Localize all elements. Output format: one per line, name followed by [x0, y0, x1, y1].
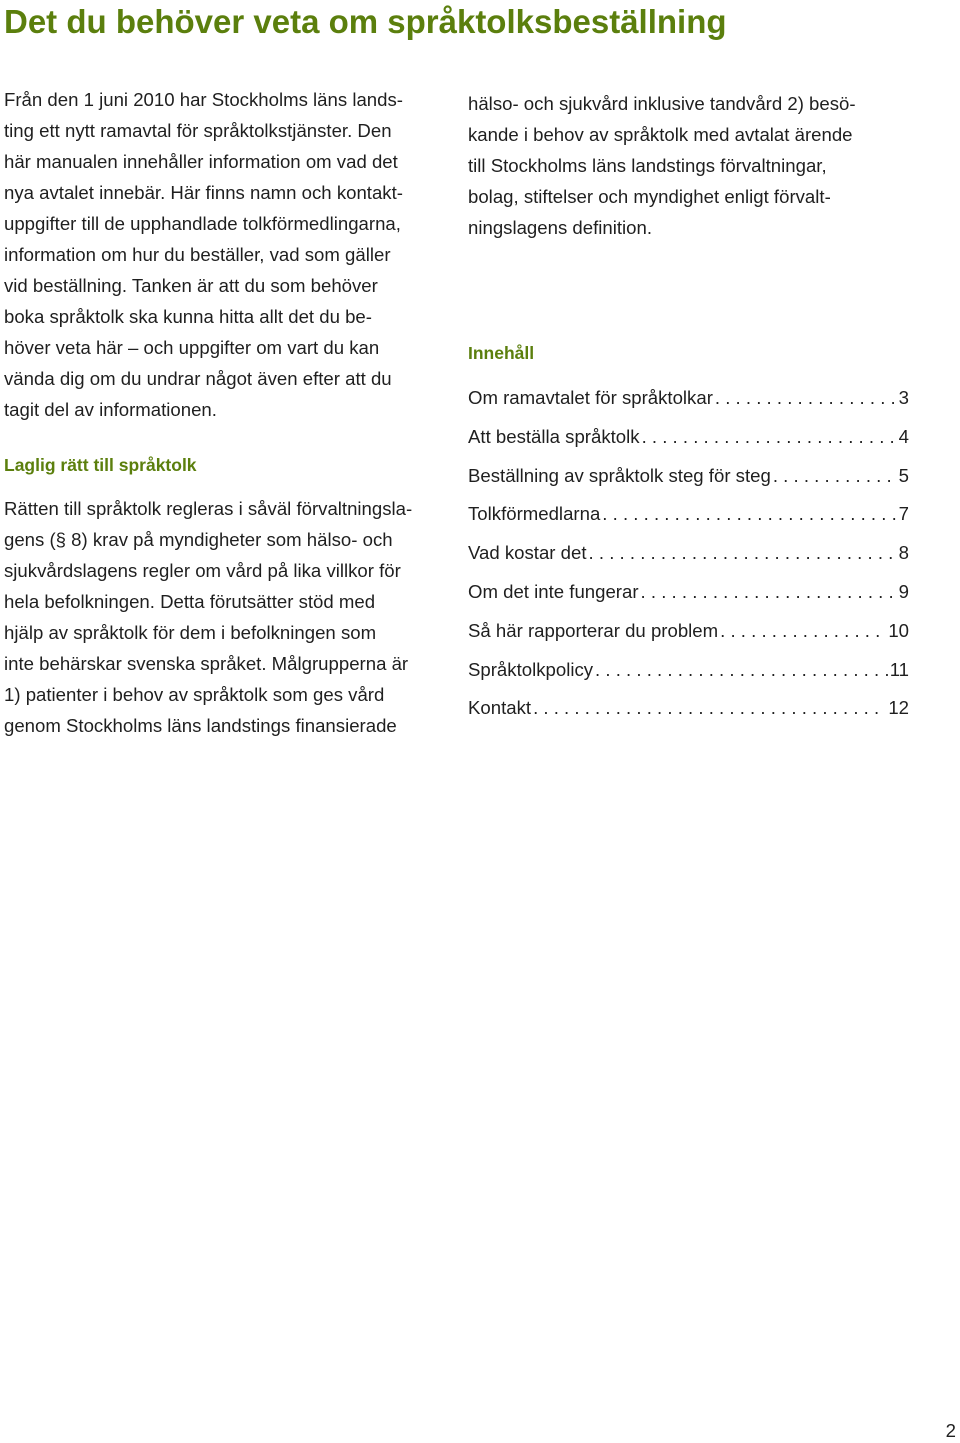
toc-entry-page: 12	[888, 697, 909, 719]
left-column	[4, 84, 450, 741]
spacer	[468, 369, 918, 379]
text-line: bolag, stiftelser och myndighet enligt förvalt-	[468, 186, 831, 207]
toc-entry-label: Så här rapporterar du problem	[468, 619, 719, 641]
text-line: ningslagens definition.	[468, 217, 653, 238]
text-line: nya avtalet innebär. Här finns namn och kontakt-	[4, 182, 403, 203]
text-line: 1) patienter i behov av språktolk som ges vård	[4, 684, 385, 705]
text-line: inte behärskar svenska språket. Målgrupperna är	[4, 653, 409, 674]
toc-entry-label: Språktolkpolicy	[468, 658, 594, 680]
toc-leader-dots	[533, 689, 886, 728]
toc-leader-dots	[642, 418, 897, 457]
text-line: tagit del av informationen.	[4, 399, 217, 420]
continued-paragraph	[468, 88, 918, 243]
text-line: kande i behov av språktolk med avtalat ärende	[468, 124, 853, 145]
page-number: 2	[945, 1420, 956, 1441]
toc-entry[interactable]	[468, 689, 909, 728]
toc-entry-page: 11	[889, 658, 909, 680]
text-line: hälso- och sjukvård inklusive tandvård 2) besö-	[468, 93, 856, 114]
toc-entry-page: 10	[888, 619, 909, 641]
toc-leader-dots	[595, 651, 888, 690]
text-line: höver veta här – och uppgifter om vart du kan	[4, 337, 380, 358]
text-line: hela befolkningen. Detta förutsätter stöd med	[4, 591, 376, 612]
text-line: Rätten till språktolk regleras i såväl förvaltningsla-	[4, 498, 413, 519]
toc-entry-label: Tolkförmedlarna	[468, 503, 601, 525]
toc-leader-dots	[602, 495, 896, 534]
spacer	[4, 425, 450, 450]
text-line: hjälp av språktolk för dem i befolkningen som	[4, 622, 377, 643]
toc-entry-label: Kontakt	[468, 697, 532, 719]
toc-entry-page: 9	[898, 580, 909, 602]
toc-entry[interactable]	[468, 651, 909, 690]
toc-entry-label: Om ramavtalet för språktolkar	[468, 387, 713, 408]
toc-entry-label: Om det inte fungerar	[468, 580, 639, 602]
text-line: boka språktolk ska kunna hitta allt det du be-	[4, 306, 372, 327]
toc-entry[interactable]	[468, 495, 909, 534]
toc-entry[interactable]	[468, 612, 909, 651]
toc-leader-dots	[720, 612, 886, 651]
text-line: ting ett nytt ramavtal för språktolkstjänster. Den	[4, 120, 392, 141]
text-line: sjukvårdslagens regler om vård på lika villkor för	[4, 560, 401, 581]
toc-entry[interactable]	[468, 418, 909, 457]
toc-leader-dots	[773, 457, 897, 496]
right-column	[468, 88, 918, 728]
text-line: gens (§ 8) krav på myndigheter som hälso- och	[4, 529, 393, 550]
intro-paragraph	[4, 84, 450, 425]
text-line: här manualen innehåller information om vad det	[4, 151, 398, 172]
toc-entry-label: Vad kostar det	[468, 542, 587, 564]
text-line: Från den 1 juni 2010 har Stockholms läns lands-	[4, 89, 403, 110]
toc-entry-page: 8	[898, 542, 909, 564]
toc-heading: Innehåll	[468, 343, 535, 363]
toc-entry[interactable]	[468, 534, 909, 573]
toc-entry-page: 4	[898, 425, 909, 447]
text-line: till Stockholms läns landstings förvaltningar,	[468, 155, 827, 176]
toc-entry[interactable]	[468, 379, 909, 418]
section-paragraph	[4, 493, 450, 741]
toc-entry[interactable]	[468, 457, 909, 496]
toc-entry[interactable]	[468, 573, 909, 612]
spacer	[4, 481, 450, 493]
section-heading: Laglig rätt till språktolk	[4, 455, 197, 475]
text-line: genom Stockholms läns landstings finansierade	[4, 715, 397, 736]
spacer	[468, 243, 918, 338]
toc-entry-page: 5	[898, 464, 909, 486]
toc-leader-dots	[589, 534, 897, 573]
toc-leader-dots	[641, 573, 897, 612]
toc-entry-label: Att beställa språktolk	[468, 425, 640, 447]
toc-entry-page: 7	[898, 503, 909, 525]
text-line: vid beställning. Tanken är att du som behöver	[4, 275, 378, 296]
text-line: uppgifter till de upphandlade tolkförmedlingarna,	[4, 213, 401, 234]
toc-leader-dots	[715, 379, 897, 418]
toc-entry-label: Beställning av språktolk steg för steg	[468, 464, 771, 486]
page-title: Det du behöver veta om språktolksbeställning	[4, 3, 727, 40]
text-line: vända dig om du undrar något även efter att du	[4, 368, 392, 389]
table-of-contents	[468, 379, 909, 728]
toc-entry-page: 3	[898, 387, 909, 408]
text-line: information om hur du beställer, vad som gäller	[4, 244, 391, 265]
